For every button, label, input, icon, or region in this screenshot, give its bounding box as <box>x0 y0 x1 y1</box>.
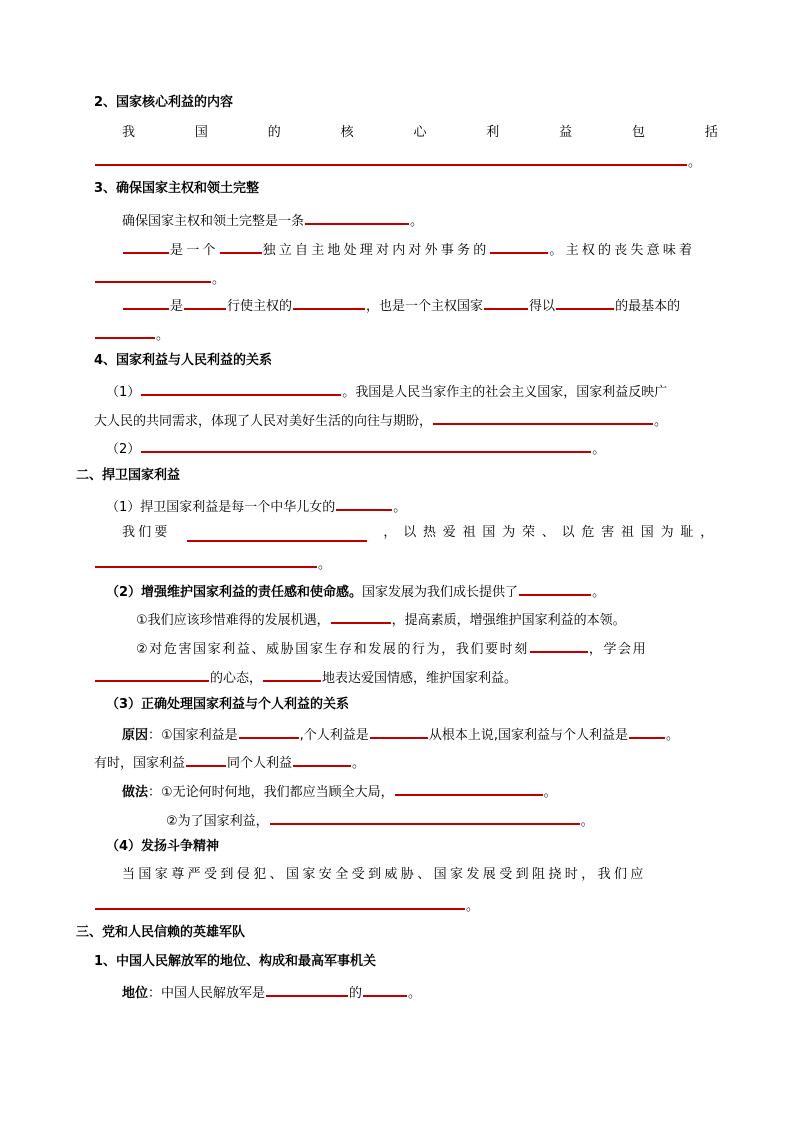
text: 确保国家主权和领土完整是一条 <box>122 214 305 229</box>
fill-blank[interactable] <box>629 724 665 739</box>
text: 。 <box>466 899 480 914</box>
fill-blank[interactable] <box>123 295 169 310</box>
text: 。 <box>318 557 332 572</box>
text: 是一个 <box>170 243 219 258</box>
text: 得以 <box>529 299 556 314</box>
fill-blank[interactable] <box>95 553 317 568</box>
text: 。 <box>665 728 679 743</box>
text: 同个人利益 <box>227 756 293 771</box>
text: 的心态， <box>210 671 263 686</box>
text-line <box>94 895 479 916</box>
text: 。 <box>410 214 424 229</box>
text: 有时，国家利益 <box>94 756 186 771</box>
text: （1）捍卫国家利益是每一个中华儿女的 <box>106 500 336 515</box>
fill-blank[interactable] <box>95 268 211 283</box>
text: ，也是一个主权国家 <box>366 299 484 314</box>
text: ：①无论何时何地，我们都应当顾全大局， <box>148 785 394 800</box>
fill-blank[interactable] <box>266 982 348 997</box>
spread-char: 核 <box>340 125 354 140</box>
text: 地表达爱国情感，维护国家利益。 <box>322 671 518 686</box>
heading-interest-relation: 4、国家利益与人民利益的关系 <box>94 353 273 368</box>
text-line <box>122 524 720 542</box>
text: 独立自主地处理对内对外事务的 <box>262 243 490 258</box>
fill-blank[interactable] <box>270 810 580 825</box>
text: ：中国人民解放军是 <box>148 986 266 1001</box>
text-line <box>106 496 406 517</box>
text-line <box>122 724 679 745</box>
spread-char: 心 <box>413 125 427 140</box>
fill-blank[interactable] <box>141 381 341 396</box>
subheading-balance: （3）正确处理国家利益与个人利益的关系 <box>106 697 350 712</box>
label-status: 地位 <box>122 986 149 1001</box>
text-line <box>94 324 169 345</box>
text: 。 <box>592 442 606 457</box>
text: ②对危害国家利益、威胁国家生存和发展的行为，我们要时刻 <box>136 642 529 657</box>
text-line <box>94 268 225 289</box>
text: 是 <box>170 299 184 314</box>
text-line <box>122 866 647 884</box>
text: 。 <box>212 272 226 287</box>
text: 。 <box>408 986 422 1001</box>
spread-char: 益 <box>559 125 573 140</box>
text-line <box>122 239 695 260</box>
text: （2） <box>106 442 141 457</box>
fill-blank[interactable] <box>95 895 465 910</box>
fill-blank[interactable] <box>293 295 365 310</box>
fill-blank[interactable] <box>305 210 409 225</box>
text-line <box>94 667 517 688</box>
text-line <box>166 810 594 831</box>
text: 我们要 <box>122 525 171 540</box>
fill-blank[interactable] <box>490 239 548 254</box>
subheading: （2）增强维护国家利益的责任感和使命感。 <box>106 585 363 600</box>
fill-blank[interactable] <box>363 982 407 997</box>
text: 。主权的丧失意味着 <box>549 243 696 258</box>
subheading-struggle: （4）发扬斗争精神 <box>106 839 220 854</box>
fill-blank[interactable] <box>336 496 392 511</box>
fill-blank[interactable] <box>370 724 428 739</box>
spread-char: 我 <box>122 125 136 140</box>
heading-army: 三、党和人民信赖的英雄军队 <box>76 925 246 940</box>
text: 。 <box>592 585 606 600</box>
label-method: 做法 <box>122 785 149 800</box>
text-line <box>106 438 605 459</box>
text-line <box>94 410 667 431</box>
heading-defend-interests: 二、捍卫国家利益 <box>76 468 181 483</box>
fill-blank[interactable] <box>530 638 588 653</box>
fill-blank[interactable] <box>187 527 367 542</box>
fill-blank[interactable] <box>95 324 155 339</box>
text: 行使主权的 <box>227 299 293 314</box>
fill-blank[interactable] <box>95 667 209 682</box>
fill-blank[interactable] <box>220 239 262 254</box>
fill-blank[interactable] <box>331 609 391 624</box>
fill-blank[interactable] <box>484 295 528 310</box>
fill-blank[interactable] <box>395 781 543 796</box>
fill-blank[interactable] <box>95 151 687 166</box>
fill-blank[interactable] <box>519 581 591 596</box>
text-line <box>122 781 557 802</box>
subheading-pla: 1、中国人民解放军的地位、构成和最高军事机关 <box>94 954 377 969</box>
text-line <box>122 210 423 231</box>
text: ：①国家利益是 <box>148 728 238 743</box>
fill-blank[interactable] <box>433 410 653 425</box>
text: 。 <box>543 785 557 800</box>
text: 的 <box>349 986 363 1001</box>
text: 大人民的共同需求，体现了人民对美好生活的向往与期盼， <box>94 414 433 429</box>
fill-blank[interactable] <box>239 724 299 739</box>
text-line <box>94 553 331 574</box>
text: 。我国是人民当家作主的社会主义国家，国家利益反映广 <box>342 385 668 400</box>
text: 。 <box>654 414 668 429</box>
spread-char: 国 <box>194 125 208 140</box>
fill-blank[interactable] <box>263 667 321 682</box>
text: 国家发展为我们成长提供了 <box>362 585 519 600</box>
text: （1） <box>106 385 141 400</box>
fill-blank[interactable] <box>186 752 226 767</box>
text: ,个人利益是 <box>299 728 369 743</box>
text-line <box>106 581 605 602</box>
fill-blank[interactable] <box>556 295 614 310</box>
text-line <box>94 752 365 773</box>
spread-line <box>122 124 718 142</box>
text: 。 <box>156 328 170 343</box>
text: 。 <box>580 814 594 829</box>
text-line <box>122 295 680 316</box>
text-line <box>122 982 421 1003</box>
fill-blank[interactable] <box>184 295 226 310</box>
fill-blank[interactable] <box>293 752 351 767</box>
period: 。 <box>688 155 702 170</box>
heading-core-interests: 2、国家核心利益的内容 <box>94 95 234 110</box>
label-reason: 原因 <box>122 728 149 743</box>
text: ，以热爱祖国为荣、以危害祖国为耻， <box>383 525 720 540</box>
fill-blank[interactable] <box>123 239 169 254</box>
text-line <box>136 638 647 659</box>
fill-line <box>94 151 701 172</box>
spread-char: 包 <box>632 125 646 140</box>
text: 。 <box>352 756 366 771</box>
text: 从根本上说,国家利益与个人利益是 <box>428 728 628 743</box>
text: ①我们应该珍惜难得的发展机遇， <box>136 613 330 628</box>
text-line <box>136 609 626 630</box>
spread-char: 的 <box>267 125 281 140</box>
spread-char: 括 <box>704 125 718 140</box>
text: 当国家尊严受到侵犯、国家安全受到威胁、国家发展受到阻挠时，我们应 <box>122 867 647 882</box>
text: 的最基本的 <box>615 299 681 314</box>
text: ，学会用 <box>588 642 648 657</box>
spread-char: 利 <box>486 125 500 140</box>
text-line <box>106 381 667 402</box>
text: ②为了国家利益， <box>166 814 269 829</box>
fill-blank[interactable] <box>141 438 591 453</box>
text: ，提高素质，增强维护国家利益的本领。 <box>391 613 626 628</box>
text: 。 <box>393 500 407 515</box>
heading-sovereignty: 3、确保国家主权和领土完整 <box>94 181 260 196</box>
